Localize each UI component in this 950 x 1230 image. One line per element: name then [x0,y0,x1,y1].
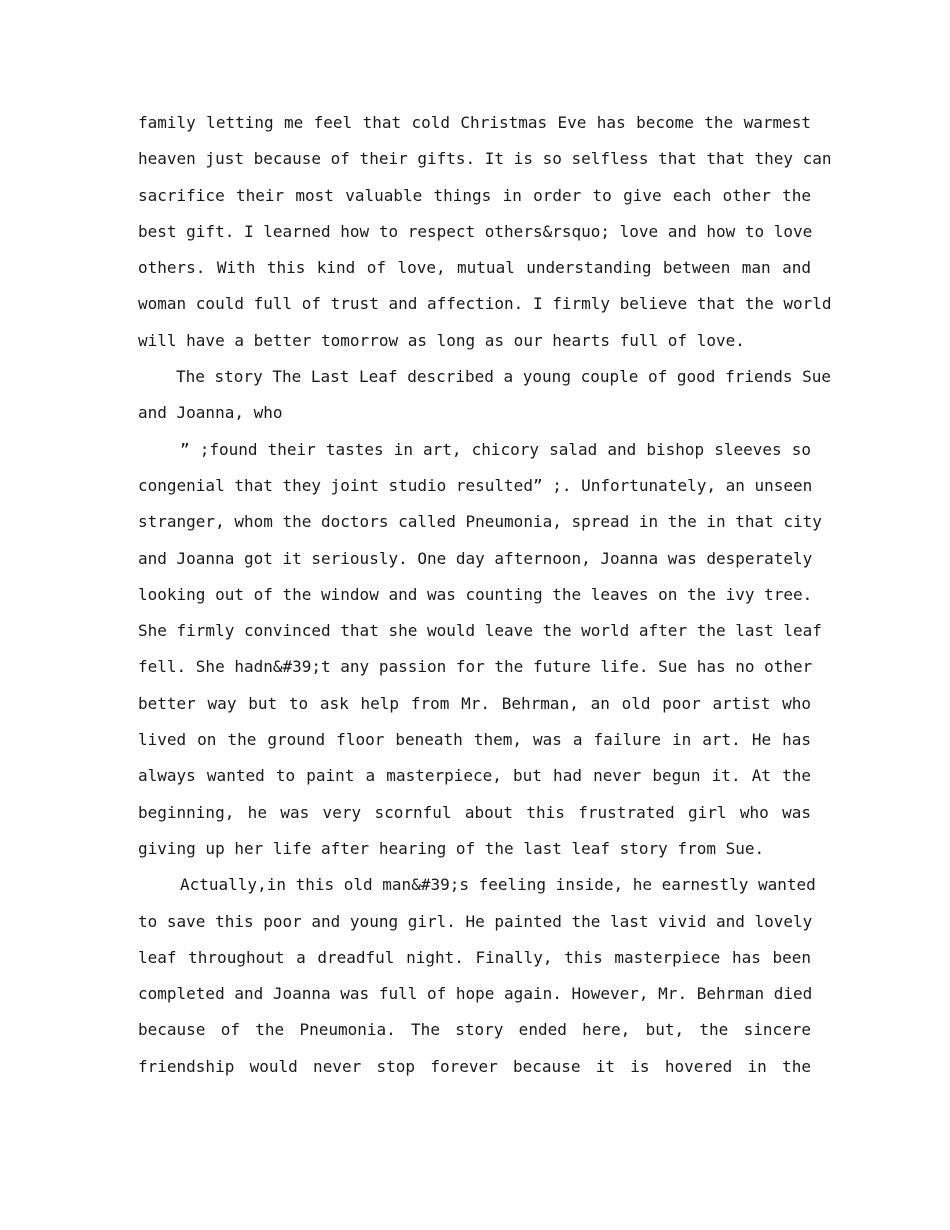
paragraph-3 [138,439,822,876]
text-line: better way but to ask help from Mr. Behrman, an old poor artist who [138,693,811,713]
paragraph-1 [138,113,832,367]
text-line: and Joanna got it seriously. One day afternoon, Joanna was desperately [138,548,813,568]
text-line: leaf throughout a dreadful night. Finally, this masterpiece has been [138,947,811,967]
text-line: heaven just because of their gifts. It is so selfless that that they can [138,149,832,169]
text-line: stranger, whom the doctors called Pneumonia, spread in the in that city [138,512,822,532]
text-line: She firmly convinced that she would leave the world after the last leaf [138,621,822,641]
text-line: Actually,in this old man&#39;s feeling inside, he earnestly wanted [180,875,816,895]
text-line: best gift. I learned how to respect others&rsquo; love and how to love [138,221,813,241]
text-line: The story The Last Leaf described a young couple of good friends Sue [176,367,832,387]
text-line: always wanted to paint a masterpiece, but had never begun it. At the [138,766,811,786]
text-line: others. With this kind of love, mutual understanding between man and [138,258,811,278]
text-line: beginning, he was very scornful about this frustrated girl who was [138,802,811,822]
body-text [138,113,832,1093]
text-line: and Joanna, who [138,403,283,423]
text-line: giving up her life after hearing of the last leaf story from Sue. [138,838,765,858]
paragraph-4 [138,875,816,1093]
text-line: sacrifice their most valuable things in order to give each other the [138,185,811,205]
text-line: fell. She hadn&#39;t any passion for the future life. Sue has no other [138,657,813,677]
text-line: completed and Joanna was full of hope again. However, Mr. Behrman died [138,984,813,1004]
text-line: to save this poor and young girl. He painted the last vivid and lovely [138,911,813,931]
text-line: ” ;found their tastes in art, chicory salad and bishop sleeves so [180,439,811,459]
paragraph-2 [138,367,832,440]
text-line: friendship would never stop forever because it is hovered in the [138,1056,811,1076]
text-line: because of the Pneumonia. The story ended here, but, the sincere [138,1020,811,1040]
text-line: lived on the ground floor beneath them, was a failure in art. He has [138,730,811,750]
text-line: woman could full of trust and affection. I firmly believe that the world [138,294,832,314]
text-line: looking out of the window and was counting the leaves on the ivy tree. [138,584,813,604]
text-line: will have a better tomorrow as long as our hearts full of love. [138,330,745,350]
text-line: family letting me feel that cold Christmas Eve has become the warmest [138,113,811,132]
text-line: congenial that they joint studio resulted” ;. Unfortunately, an unseen [138,475,813,495]
